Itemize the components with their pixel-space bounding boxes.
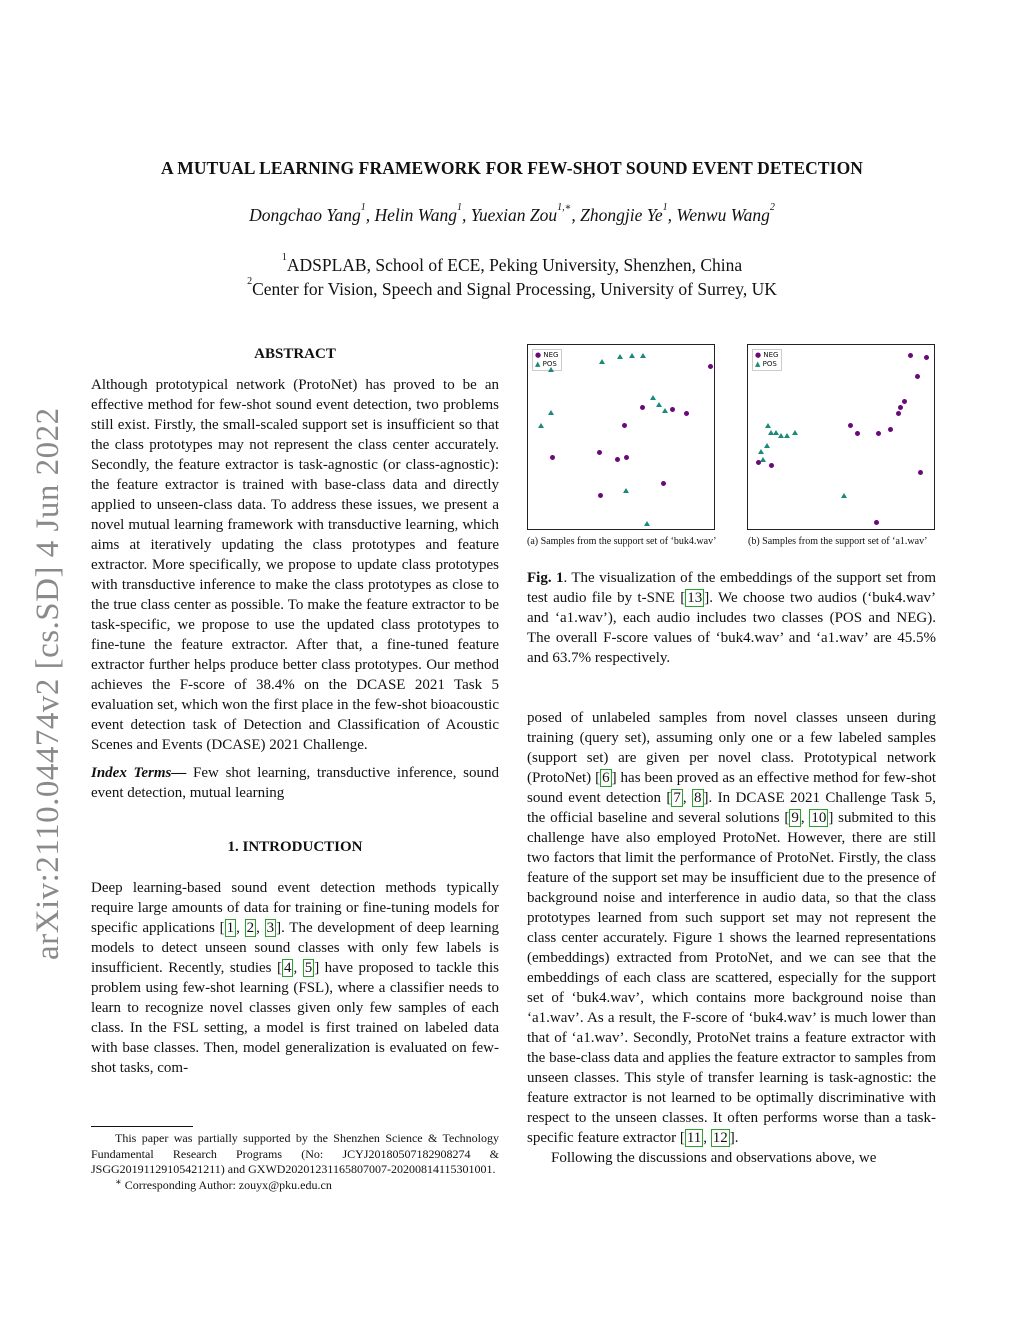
index-terms: Index Terms— Few shot learning, transductive inference, sound event detection, mutual learning [91, 765, 500, 801]
subcaption-b: (b) Samples from the support set of ‘a1.wav’ [748, 536, 928, 547]
right-column-body [527, 708, 936, 1168]
neg-point [756, 460, 761, 465]
citation-link[interactable]: 3 [266, 920, 275, 936]
footnotes [91, 1131, 499, 1193]
pos-point [662, 408, 668, 413]
author-list: Dongchao Yang$^1$, Helin Wang$^1$, Yuexian Zou$^{1,∗}$, Zhongjie Ye$^1$, Wenwu Wang$^2$ [249, 202, 775, 225]
body-paragraph: Following the discussions and observations above, we [551, 1150, 877, 1166]
arxiv-stamp: arXiv:2110.04474v2 [cs.SD] 4 Jun 2022 [30, 407, 66, 960]
pos-point [617, 354, 623, 359]
neg-point [769, 463, 774, 468]
pos-point [623, 488, 629, 493]
pos-point [841, 493, 847, 498]
figure-1b [747, 344, 935, 530]
neg-point [550, 455, 555, 460]
abstract-heading: ABSTRACT [254, 346, 336, 362]
neg-point [888, 427, 893, 432]
neg-point [924, 355, 929, 360]
citation-link[interactable]: 11 [686, 1130, 702, 1146]
author-name: Wenwu Wang [676, 205, 770, 225]
pos-point [758, 449, 764, 454]
abstract-text: Although prototypical network (ProtoNet) has proved to be an effective method for few-shot sound event detection, two problems still exist. Firstly, the small-scaled support set is insufficient so that the class prototypes may not represent the class center accurately. Secondly, the feature extractor is task-agnostic (or class-agnostic): the feature extractor is trained with base-class data and directly applied to unseen-class data. To address these issues, we present a novel mutual learning framework with transductive learning, which aims at iteratively updating the class prototypes and feature extractor. More specifically, we propose to update class prototypes with transductive inference to make the class prototypes as close to the true class center as possible. To make the feature extractor to be task-specific, we propose to use the updated class prototypes to fine-tune the feature extractor. After that, a fine-tuned feature extractor further helps produce better class prototypes. Our method achieves the F-score of 38.4% on the DCASE 2021 Task 5 evaluation set, which won the first place in the few-shot bioacoustic event detection task of Detection and Classification of Acoustic Scenes and Events (DCASE) 2021 Challenge. [91, 377, 499, 753]
plot-legend: ● NEG ▲ POS [532, 349, 562, 371]
pos-point [764, 443, 770, 448]
paper-title: A MUTUAL LEARNING FRAMEWORK FOR FEW-SHOT SOUND EVENT DETECTION [160, 158, 864, 178]
neg-point [597, 450, 602, 455]
author-name: Dongchao Yang [249, 205, 361, 225]
pos-point [656, 402, 662, 407]
citation-link[interactable]: 7 [673, 790, 681, 806]
pos-point [538, 423, 544, 428]
pos-point [548, 367, 554, 372]
neg-point [848, 423, 853, 428]
pos-point [644, 521, 650, 526]
neg-point [615, 457, 620, 462]
neg-point [908, 353, 913, 358]
pos-point [765, 423, 771, 428]
pos-point [599, 359, 605, 364]
pos-point [650, 395, 656, 400]
funding-footnote: This paper was partially supported by the Shenzhen Science & Technology Fundamental Research Programs (No: JCYJ20180507182908274 & JSGG20191129105421211) and GXWD20201231165807007-20200814115301001. [91, 1131, 499, 1176]
scatter-plot-a [527, 344, 715, 530]
affiliation-2: $^2$Center for Vision, Speech and Signal Processing, University of Surrey, UK [247, 276, 777, 299]
pos-point [792, 430, 798, 435]
pos-point [784, 433, 790, 438]
neg-point [598, 493, 603, 498]
neg-point [902, 399, 907, 404]
neg-point [624, 455, 629, 460]
affiliation-1: $^1$ADSPLAB, School of ECE, Peking University, Shenzhen, China [281, 252, 743, 275]
intro-paragraph: Deep learning-based sound event detection methods typically require large amounts of data for training or fine-tuning models for specific applications [ 1 , 2 , 3 ]. The development of deep learning models to detect unseen sound classes with only few labels is insufficient. Recently, studies [ 4 , 5 ] have proposed to tackle this problem using few-shot learning (FSL), where a classifier needs to learn to recognize novel classes given only few samples of each class. In the FSL setting, a model is first trained on labeled data with base classes. Then, model generalization is evaluated on few-shot tasks, com- [91, 880, 500, 1076]
neg-point [915, 374, 920, 379]
citation-link[interactable]: 4 [283, 960, 292, 976]
neg-point [898, 405, 903, 410]
plot-legend: ● NEG ▲ POS [752, 349, 782, 371]
author-name: Yuexian Zou [470, 205, 558, 225]
neg-point [918, 470, 923, 475]
neg-point [708, 364, 713, 369]
author-name: Helin Wang [374, 205, 457, 225]
figure-caption: Fig. 1. The visualization of the embeddings of the support set from test audio file by t-SNE [ 13 ]. We choose two audios (‘buk4.wav’ and ‘a1.wav’), each audio includes two classes (POS and NEG). The overall F-score values of ‘buk4.wav’ and ‘a1.wav’ are 45.5% and 63.7% respectively. [527, 570, 936, 666]
figure-1a [527, 344, 715, 530]
citation-link[interactable]: 12 [712, 1130, 728, 1146]
neg-point [640, 405, 645, 410]
intro-heading: 1. INTRODUCTION [227, 839, 363, 855]
neg-point [670, 407, 675, 412]
citation-link[interactable]: 13 [687, 590, 703, 606]
body-paragraph: posed of unlabeled samples from novel classes unseen during training (query set), assuming only one or a few labeled samples (support set) are given per novel class. Prototypical network (ProtoNet) [ 6 ] has been proved as an effective method for few-shot sound event detection [ 7 , 8 ]. In DCASE 2021 Challenge Task 5, the official baseline and several solutions [ 9 , 10 ] submited to this challenge have also employed ProtoNet. However, there are still two factors that limit the performance of ProtoNet. Firstly, the class feature of the support set may be insufficient due to the presence of background noise and interference in audio data, so that the class prototypes learned from such support set may not represent the class center accurately. Figure 1 shows the learned representations (embeddings) extracted from ProtoNet, and we can see that the embeddings of each class are scattered, especially for the support set of ‘buk4.wav’, which contains more background noise than ‘a1.wav’. As a result, the F-score of ‘buk4.wav’ is much lower than that of ‘a1.wav’. Secondly, ProtoNet trains a feature extractor with the base-class data and applies the feature extractor to samples from unseen classes. This style of transfer learning is task-agnostic: the feature extractor is not learned to be optimally discriminative with respect to the unseen classes. It often performs worse than a task-specific feature extractor [ 11 , 12 ]. [527, 710, 937, 1146]
neg-point [876, 431, 881, 436]
neg-point [896, 411, 901, 416]
footnote-rule [91, 1126, 193, 1127]
citation-link[interactable]: 9 [791, 810, 799, 826]
citation-link[interactable]: 6 [602, 770, 610, 786]
abstract-section [91, 346, 499, 1078]
corresponding-footnote: ∗ Corresponding Author: zouyx@pku.edu.cn [115, 1176, 332, 1192]
neg-point [855, 431, 860, 436]
neg-point [622, 423, 627, 428]
author-name: Zhongjie Ye [580, 205, 663, 225]
scatter-plot-b [747, 344, 935, 530]
citation-link[interactable]: 2 [246, 920, 255, 936]
pos-point [629, 353, 635, 358]
neg-point [874, 520, 879, 525]
neg-point [661, 481, 666, 486]
pos-point [548, 410, 554, 415]
neg-point [684, 411, 689, 416]
citation-link[interactable]: 5 [304, 960, 313, 976]
pos-point [640, 353, 646, 358]
citation-link[interactable]: 10 [811, 810, 827, 826]
citation-link[interactable]: 1 [226, 920, 235, 936]
subcaption-a: (a) Samples from the support set of ‘buk4.wav’ [527, 536, 717, 547]
citation-link[interactable]: 8 [694, 790, 702, 806]
